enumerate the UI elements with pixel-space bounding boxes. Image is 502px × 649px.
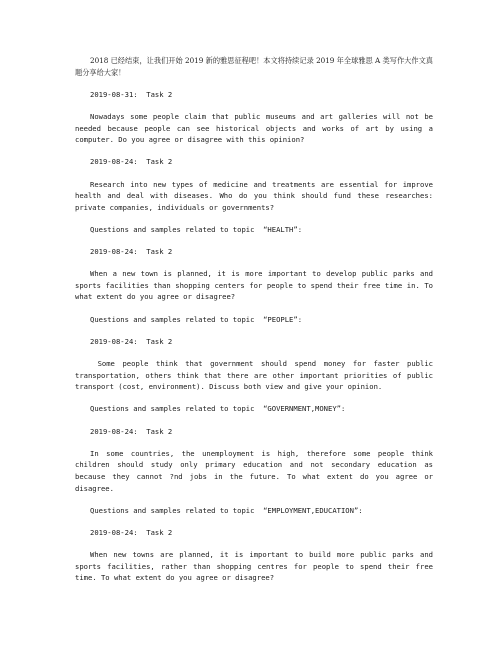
- topic-heading: Questions and samples related to topic “PEOPLE”:: [90, 314, 303, 324]
- intro-paragraph: 2018 已经结束，让我们开始 2019 新的雅思征程吧！本文将持续记录 2019 年全球雅思 A 类写作大作文真题分享给大家！: [75, 56, 433, 77]
- entry-text: When new towns are planned, it is important to build more public parks and sports facilities, rather than shopping centres for people to spend their free time. To what extent do you agree or disagree?: [75, 550, 438, 583]
- entry-text: Research into new types of medicine and treatments are essential for improve health and deal with diseases. Who do you think should fund these researches: private companies, individuals or governments?: [75, 179, 438, 212]
- document-body: [75, 55, 438, 595]
- entry-text: In some countries, the unemployment is high, therefore some people think children should study only primary education and not secondary education as because they cannot ?nd jobs in the future. To what extent do you agree or disagree.: [75, 448, 438, 493]
- entry-date: 2019-08-24: Task 2: [90, 426, 173, 436]
- entry-date: 2019-08-31: Task 2: [90, 89, 173, 99]
- entry-date: 2019-08-24: Task 2: [90, 336, 173, 346]
- topic-heading: Questions and samples related to topic “HEALTH”:: [90, 224, 303, 234]
- entry-text: When a new town is planned, it is more important to develop public parks and sports facilities than shopping centers for people to spend their free time in. To what extent do you agree or disagree?: [75, 269, 438, 302]
- topic-heading: Questions and samples related to topic “GOVERNMENT,MONEY”:: [90, 404, 346, 414]
- entry-date: 2019-08-24: Task 2: [90, 157, 173, 167]
- entry-date: 2019-08-24: Task 2: [90, 527, 173, 537]
- entry-text: Some people think that government should spend money for faster public transportation, others think that there are other important priorities of public transport (cost, environment). Discuss both view and give your opinion.: [75, 359, 438, 392]
- entry-text: Nowadays some people claim that public museums and art galleries will not be needed because people can see historical objects and works of art by using a computer. Do you agree or disagree with this opinion?: [75, 111, 438, 145]
- topic-heading: Questions and samples related to topic “EMPLOYMENT,EDUCATION”:: [90, 505, 363, 515]
- entry-date: 2019-08-24: Task 2: [90, 247, 173, 257]
